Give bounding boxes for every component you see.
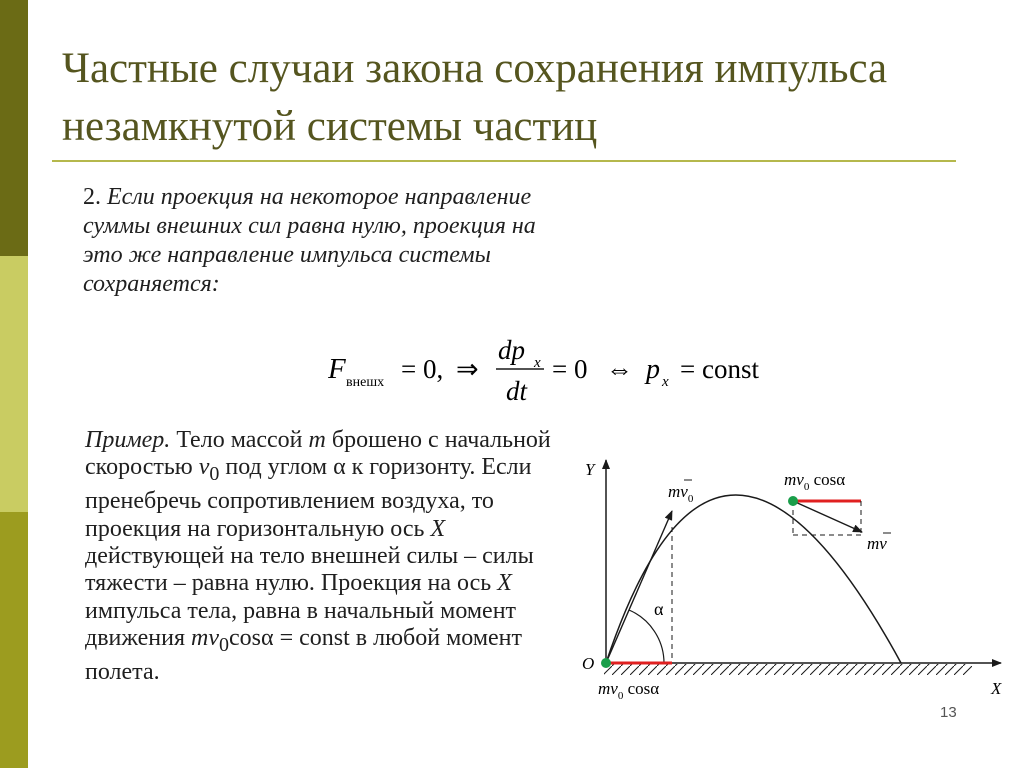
statement-number: 2.	[83, 184, 101, 210]
momentum-vector-label: mv	[867, 534, 887, 553]
slide-title: Частные случаи закона сохранения импульса незамкнутой системы частиц	[62, 45, 888, 150]
ground-hatching	[604, 664, 972, 675]
sidebar-stripe-top	[0, 0, 28, 256]
example-lead: Пример.	[85, 427, 171, 453]
momentum-formula	[328, 332, 788, 412]
formula-denominator: dt	[506, 376, 528, 406]
initial-momentum-label: $mv_0$	[668, 482, 694, 505]
example-paragraph	[85, 427, 563, 686]
projectile-diagram	[570, 455, 1010, 720]
sidebar-stripe-middle	[0, 256, 28, 512]
title-rule	[52, 160, 956, 162]
formula-numerator: dp	[498, 335, 525, 365]
formula-p-subscript: x	[662, 374, 669, 390]
example-velocity-symbol: v	[198, 454, 210, 481]
example-cos-alpha: cosα	[229, 624, 274, 651]
example-text-4: действующей на тело внешней силы – силы тяжести – равна нулю. Проекция на ось	[85, 542, 534, 597]
origin-label: O	[582, 654, 595, 673]
formula-iff: ⇔	[606, 354, 633, 384]
example-momentum-symbol: mv	[191, 624, 220, 651]
example-text-1: Тело массой	[170, 427, 309, 453]
bottom-momentum-label: $mv_0$ cosα	[598, 679, 660, 702]
y-axis-label: Y	[585, 460, 595, 479]
formula-implies: ⇒	[456, 354, 479, 384]
formula-F-subscript: внешx	[346, 375, 385, 390]
statement-text: Если проекция на некоторое направление суммы внешних сил равна нулю, проекция на это же направление импульса системы сохраняется:	[83, 184, 536, 297]
formula-equals-const: = const	[680, 354, 759, 384]
alpha-label: α	[654, 599, 664, 619]
example-velocity-subscript: 0	[209, 463, 220, 486]
page-number: 13	[940, 704, 957, 721]
top-momentum-label: $mv_0$ cosα	[784, 470, 846, 493]
x-axis-label: X	[991, 679, 1002, 698]
example-axis-symbol-1: X	[430, 515, 446, 542]
formula-F: F	[328, 353, 346, 385]
formula-p: p	[646, 354, 660, 385]
formula-numerator-subscript: x	[534, 355, 541, 371]
formula-equals-zero-2: = 0	[552, 354, 588, 384]
initial-velocity-vector	[606, 511, 672, 663]
trajectory-curve	[606, 495, 901, 663]
example-text-5: импульса тела, равна в начальный момент движения	[85, 597, 517, 651]
example-text-6: = const в любой момент полета.	[85, 624, 522, 685]
example-momentum-subscript: 0	[219, 633, 230, 656]
launch-point	[601, 658, 611, 668]
example-text-2: брошено с начальной скоростью	[85, 427, 551, 481]
trajectory-point	[788, 496, 798, 506]
example-axis-symbol-2: X	[497, 570, 512, 597]
statement-paragraph	[83, 183, 573, 299]
sidebar-stripe-bottom	[0, 512, 28, 768]
example-mass-symbol: m	[308, 427, 326, 453]
example-text-3: под углом α к горизонту. Если пренебречь сопротивлением воздуха, то проекция на горизонтальную ось	[85, 454, 532, 542]
formula-equals-zero-1: = 0,	[401, 354, 444, 384]
